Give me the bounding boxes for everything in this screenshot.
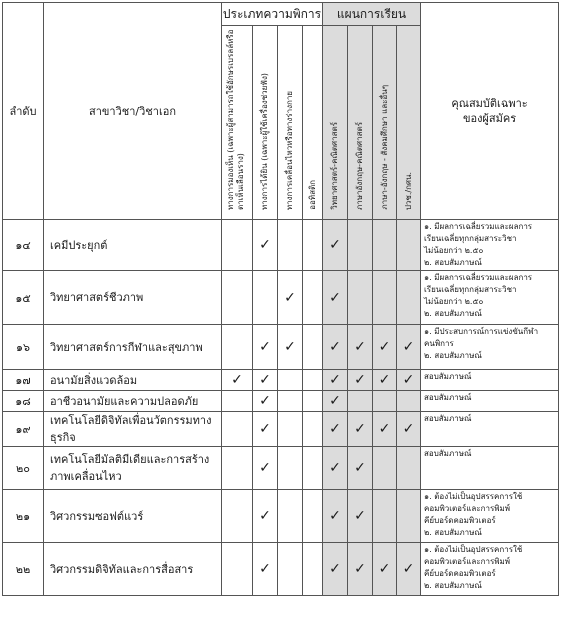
disability-autism-cell (303, 412, 323, 447)
disability-visual-cell (222, 412, 253, 447)
check-mark: ✓ (354, 339, 366, 355)
disability-visual-cell (222, 325, 253, 370)
disability-physical-cell (278, 370, 303, 391)
check-mark: ✓ (231, 372, 243, 388)
check-mark: ✓ (284, 339, 296, 355)
row-major-name (44, 447, 222, 490)
qualification-line: ไม่น้อยกว่า ๒.๕๐ (424, 297, 484, 306)
plan-sci-math-cell (323, 271, 348, 325)
plan-vocational-cell (397, 220, 421, 271)
table-row (3, 412, 559, 447)
major-name-line: เทคโนโลยีดิจิทัลเพื่อนวัตกรรมทางธุรกิจ (50, 414, 212, 444)
header-disability-physical-label: ทางการเคลื่อนไหวหรือทางร่างกาย (285, 90, 294, 210)
row-major-name (44, 271, 222, 325)
major-name-line: อาชีวอนามัยและความปลอดภัย (50, 394, 199, 408)
plan-vocational-cell (397, 370, 421, 391)
header-qualifications (421, 3, 559, 220)
major-name-line: อนามัยสิ่งแวดล้อม (50, 373, 138, 387)
plan-sci-math-cell (323, 391, 348, 412)
row-major-name (44, 325, 222, 370)
disability-physical-cell (278, 220, 303, 271)
header-disability-hearing (253, 26, 278, 220)
disability-physical-cell (278, 271, 303, 325)
disability-hearing-cell (253, 412, 278, 447)
header-plan-sci-math (323, 26, 348, 220)
qualification-line: สอบสัมภาษณ์ (424, 393, 472, 402)
header-plan-eng-math (348, 26, 373, 220)
qualification-line: สอบสัมภาษณ์ (424, 372, 472, 381)
row-number: ๒๑ (3, 490, 44, 543)
plan-vocational-cell (397, 391, 421, 412)
disability-visual-cell (222, 391, 253, 412)
qualification-line: ๑. ต้องไม่เป็นอุปสรรคการใช้ (424, 545, 523, 554)
table-row (3, 543, 559, 596)
check-mark: ✓ (259, 393, 271, 409)
table-row (3, 325, 559, 370)
disability-hearing-cell (253, 447, 278, 490)
header-disability-hearing-label: ทางการได้ยิน (เฉพาะผู้ใช้เครื่องช่วยฟัง) (260, 72, 269, 210)
check-mark: ✓ (259, 421, 271, 437)
check-mark: ✓ (259, 508, 271, 524)
qualification-line: ๑. มีผลการเฉลี่ยรวมและผลการ (424, 273, 533, 282)
major-name-line: ภาพเคลื่อนไหว (50, 470, 122, 483)
qualification-line: ๒. สอบสัมภาษณ์ (424, 528, 482, 537)
plan-sci-math-cell (323, 412, 348, 447)
check-mark: ✓ (402, 339, 415, 355)
row-number: ๑๔ (3, 220, 44, 271)
check-mark: ✓ (402, 561, 415, 577)
header-plan-group: แผนการเรียน (323, 3, 421, 26)
disability-autism-cell (303, 447, 323, 490)
disability-hearing-cell (253, 391, 278, 412)
disability-visual-cell (222, 370, 253, 391)
header-disability-visual (222, 26, 253, 220)
plan-eng-math-cell (348, 490, 373, 543)
disability-autism-cell (303, 271, 323, 325)
disability-hearing-cell (253, 325, 278, 370)
disability-autism-cell (303, 490, 323, 543)
table-row (3, 490, 559, 543)
disability-visual-cell (222, 447, 253, 490)
check-mark: ✓ (259, 561, 271, 577)
qualification-cell (421, 325, 559, 370)
check-mark: ✓ (354, 460, 366, 476)
row-major-name (44, 220, 222, 271)
disability-visual-cell (222, 271, 253, 325)
check-mark: ✓ (329, 372, 341, 388)
disability-visual-cell (222, 220, 253, 271)
qualification-line: ๑. มีประสบการณ์การแข่งขันกีฬา (424, 327, 539, 336)
qualification-line: คนพิการ (424, 339, 454, 348)
plan-sci-math-cell (323, 220, 348, 271)
header-seq: ลำดับ (3, 3, 44, 220)
plan-eng-social-cell (373, 391, 397, 412)
header-qualifications-line2: ของผู้สมัคร (462, 112, 517, 125)
qualification-cell (421, 543, 559, 596)
major-name-line: เคมีประยุกต์ (50, 238, 108, 252)
plan-vocational-cell (397, 271, 421, 325)
plan-eng-social-cell (373, 412, 397, 447)
check-mark: ✓ (259, 460, 271, 476)
plan-eng-math-cell (348, 447, 373, 490)
check-mark: ✓ (329, 393, 341, 409)
row-major-name (44, 412, 222, 447)
disability-visual-cell (222, 543, 253, 596)
qualification-line: ๒. สอบสัมภาษณ์ (424, 351, 482, 360)
check-mark: ✓ (378, 372, 391, 388)
disability-physical-cell (278, 325, 303, 370)
disability-physical-cell (278, 490, 303, 543)
check-mark: ✓ (329, 460, 341, 476)
plan-eng-social-cell (373, 271, 397, 325)
check-mark: ✓ (259, 339, 271, 355)
plan-eng-social-cell (373, 325, 397, 370)
plan-vocational-cell (397, 325, 421, 370)
qualification-cell (421, 370, 559, 391)
disability-physical-cell (278, 412, 303, 447)
major-name-line: เทคโนโลยีมัลติมีเดียและการสร้าง (50, 453, 210, 466)
disability-autism-cell (303, 543, 323, 596)
check-mark: ✓ (284, 289, 296, 306)
check-mark: ✓ (402, 372, 415, 388)
plan-sci-math-cell (323, 490, 348, 543)
check-mark: ✓ (354, 561, 366, 577)
plan-vocational-cell (397, 543, 421, 596)
table-row (3, 271, 559, 325)
qualification-line: สอบสัมภาษณ์ (424, 414, 472, 423)
plan-eng-math-cell (348, 412, 373, 447)
qualification-line: ๒. สอบสัมภาษณ์ (424, 258, 482, 267)
check-mark: ✓ (378, 339, 391, 355)
plan-vocational-cell (397, 412, 421, 447)
table-row (3, 391, 559, 412)
plan-sci-math-cell (323, 447, 348, 490)
disability-autism-cell (303, 391, 323, 412)
table-row (3, 447, 559, 490)
table-body (3, 220, 559, 596)
plan-eng-social-cell (373, 370, 397, 391)
disability-hearing-cell (253, 543, 278, 596)
check-mark: ✓ (329, 289, 341, 306)
check-mark: ✓ (329, 237, 341, 253)
row-number: ๒๒ (3, 543, 44, 596)
plan-eng-math-cell (348, 370, 373, 391)
header-plan-vocational (397, 26, 421, 220)
disability-physical-cell (278, 447, 303, 490)
qualification-line: ๒. สอบสัมภาษณ์ (424, 581, 482, 590)
header-plan-eng-math-label: ภาษาอังกฤษ-คณิตศาสตร์ (355, 121, 365, 210)
qualification-cell (421, 220, 559, 271)
row-number: ๑๖ (3, 325, 44, 370)
plan-vocational-cell (397, 490, 421, 543)
row-number: ๒๐ (3, 447, 44, 490)
qualification-cell (421, 490, 559, 543)
qualification-line: คีย์บอร์ดคอมพิวเตอร์ (424, 516, 496, 525)
qualification-cell (421, 391, 559, 412)
qualification-line: ๑. ต้องไม่เป็นอุปสรรคการใช้ (424, 492, 523, 501)
disability-hearing-cell (253, 490, 278, 543)
disability-physical-cell (278, 543, 303, 596)
check-mark: ✓ (354, 372, 366, 388)
major-name-line: วิทยาศาสตร์การกีฬาและสุขภาพ (50, 340, 203, 354)
plan-eng-math-cell (348, 391, 373, 412)
major-name-line: วิทยาศาสตร์ชีวภาพ (50, 291, 144, 304)
qualification-cell (421, 447, 559, 490)
disability-hearing-cell (253, 370, 278, 391)
header-qualifications-line1: คุณสมบัติเฉพาะ (451, 97, 528, 110)
check-mark: ✓ (329, 561, 341, 577)
qualification-line: ๒. สอบสัมภาษณ์ (424, 309, 482, 318)
header-plan-eng-social (373, 26, 397, 220)
row-major-name (44, 370, 222, 391)
plan-eng-math-cell (348, 220, 373, 271)
check-mark: ✓ (378, 421, 391, 437)
plan-eng-social-cell (373, 543, 397, 596)
major-name-line: วิศวกรรมซอฟต์แวร์ (50, 509, 144, 523)
admission-table (2, 2, 559, 596)
plan-vocational-cell (397, 447, 421, 490)
qualification-line: ๑. มีผลการเฉลี่ยรวมและผลการ (424, 222, 533, 231)
disability-autism-cell (303, 325, 323, 370)
check-mark: ✓ (329, 339, 341, 355)
check-mark: ✓ (329, 421, 341, 437)
plan-eng-math-cell (348, 325, 373, 370)
plan-eng-math-cell (348, 271, 373, 325)
plan-eng-social-cell (373, 447, 397, 490)
check-mark: ✓ (354, 421, 366, 437)
disability-physical-cell (278, 391, 303, 412)
header-disability-autism-label: ออทิสติก (307, 180, 317, 210)
qualification-line: ไม่น้อยกว่า ๒.๕๐ (424, 246, 484, 255)
check-mark: ✓ (329, 508, 341, 524)
header-major: สาขาวิชา/วิชาเอก (44, 3, 222, 220)
row-number: ๑๕ (3, 271, 44, 325)
plan-eng-math-cell (348, 543, 373, 596)
check-mark: ✓ (259, 372, 271, 388)
header-disability-autism (303, 26, 323, 220)
check-mark: ✓ (378, 561, 391, 577)
header-plan-eng-social-label: ภาษา-อังกฤษ - สังคมศึกษา และอื่นๆ (379, 85, 389, 210)
row-number: ๑๗ (3, 370, 44, 391)
qualification-line: เรียนเฉลี่ยทุกกลุ่มสาระวิชา (424, 234, 517, 243)
disability-autism-cell (303, 370, 323, 391)
plan-eng-social-cell (373, 220, 397, 271)
plan-eng-social-cell (373, 490, 397, 543)
check-mark: ✓ (354, 508, 366, 524)
plan-sci-math-cell (323, 325, 348, 370)
row-major-name (44, 391, 222, 412)
disability-autism-cell (303, 220, 323, 271)
qualification-line: สอบสัมภาษณ์ (424, 449, 472, 458)
major-name-line: วิศวกรรมดิจิทัลและการสื่อสาร (50, 562, 194, 576)
qualification-line: คีย์บอร์ดคอมพิวเตอร์ (424, 569, 496, 578)
check-mark: ✓ (402, 421, 415, 437)
qualification-line: คอมพิวเตอร์และการพิมพ์ (424, 557, 511, 566)
row-number: ๑๙ (3, 412, 44, 447)
table-row (3, 220, 559, 271)
disability-visual-cell (222, 490, 253, 543)
qualification-line: คอมพิวเตอร์และการพิมพ์ (424, 504, 511, 513)
row-major-name (44, 543, 222, 596)
header-disability-group: ประเภทความพิการ (222, 3, 323, 26)
header-disability-physical (278, 26, 303, 220)
qualification-cell (421, 412, 559, 447)
header-plan-vocational-label: ปวช./กศน. (403, 171, 413, 210)
table-row (3, 370, 559, 391)
header-disability-visual-label: ทางการมองเห็น (เฉพาะผู้สามารถใช้อักษรเบรลล์หรือตาเห็นเลือนราง) (226, 29, 245, 210)
qualification-cell (421, 271, 559, 325)
row-number: ๑๘ (3, 391, 44, 412)
plan-sci-math-cell (323, 543, 348, 596)
disability-hearing-cell (253, 271, 278, 325)
row-major-name (44, 490, 222, 543)
plan-sci-math-cell (323, 370, 348, 391)
header-plan-sci-math-label: วิทยาศาสตร์-คณิตศาสตร์ (330, 122, 340, 210)
check-mark: ✓ (259, 237, 271, 253)
qualification-line: เรียนเฉลี่ยทุกกลุ่มสาระวิชา (424, 285, 517, 294)
disability-hearing-cell (253, 220, 278, 271)
